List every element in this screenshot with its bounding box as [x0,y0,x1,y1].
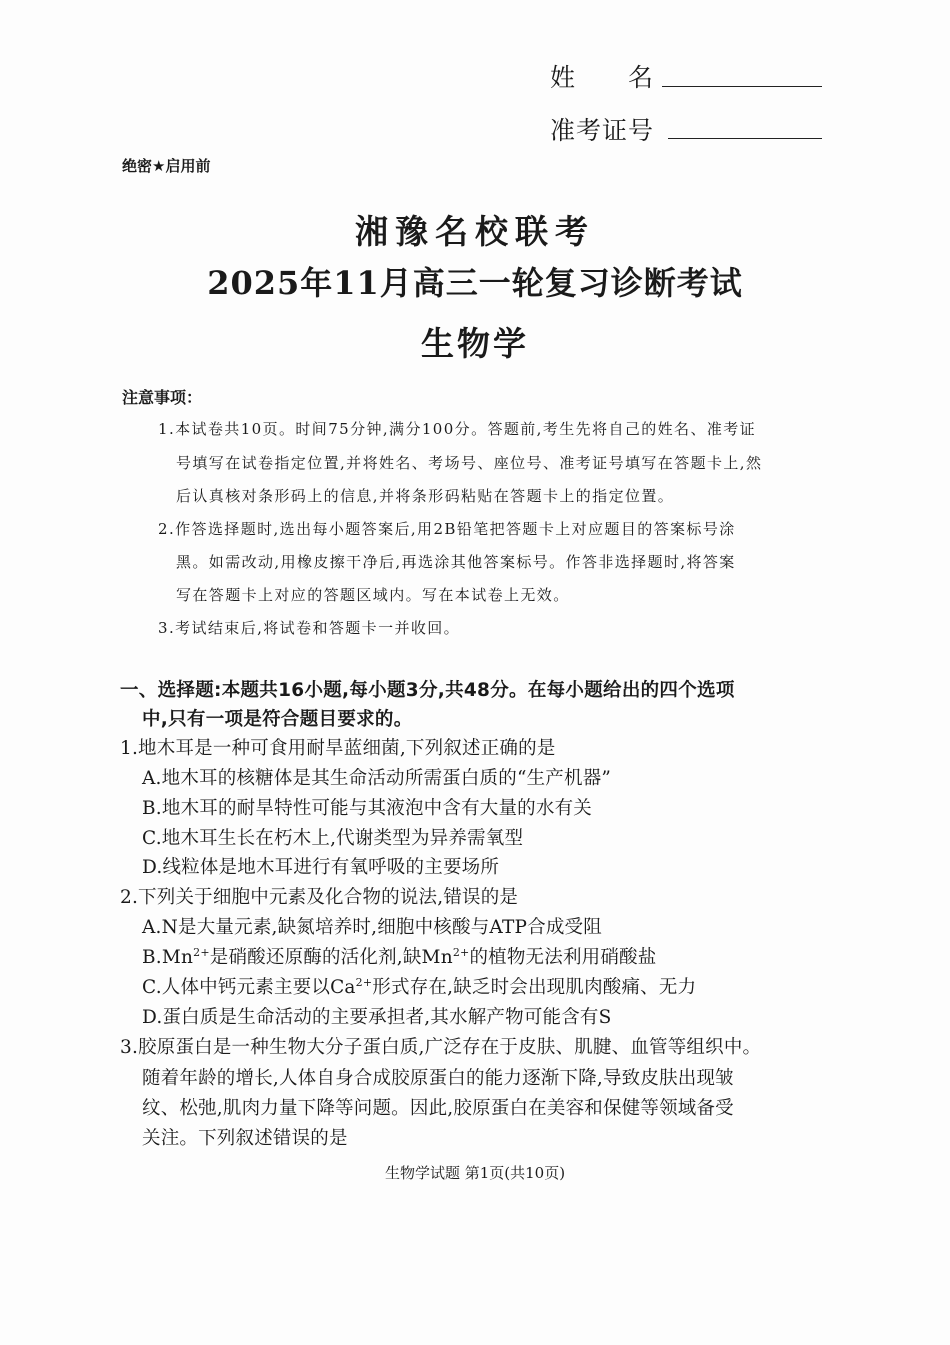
question-2-option-b: $B.Mn^{2+}$是硝酸还原酶的活化剂,缺$Mn^{2+}$的植物无法利用硝酸盐 [142,945,657,968]
section-heading-cont: 中,只有一项是符合题目要求的。 [142,709,413,730]
notice-line: 2.作答选择题时,选出每小题答案后,用2B铅笔把答题卡上对应题目的答案标号涂 [158,520,736,538]
question-1-option-b: B.地木耳的耐旱特性可能与其液泡中含有大量的水有关 [142,798,592,819]
question-1-option-a: A.地木耳的核糖体是其生命活动所需蛋白质的“生产机器” [142,768,612,789]
name-field-line[interactable] [662,86,822,87]
exam-organizer-title: 湘豫名校联考 [355,212,595,251]
notice-heading: 注意事项： [122,388,203,407]
question-3-stem-line: 关注。下列叙述错误的是 [142,1128,348,1149]
question-3-stem-line: 随着年龄的增长,人体自身合成胶原蛋白的能力逐渐下降,导致皮肤出现皱 [142,1068,734,1089]
page-footer: 生物学试题 第1页(共10页) [384,1164,566,1182]
question-2-stem: 2.下列关于细胞中元素及化合物的说法,错误的是 [120,887,519,908]
exam-id-field-line[interactable] [668,138,822,139]
notice-line: 号填写在试卷指定位置,并将姓名、考场号、座位号、准考证号填写在答题卡上,然 [176,454,763,472]
question-2-option-a: A.N是大量元素,缺氮培养时,细胞中核酸与ATP合成受阻 [142,917,602,938]
question-3-stem-line: 纹、松弛,肌肉力量下降等问题。因此,胶原蛋白在美容和保健等领域备受 [142,1098,734,1119]
question-2-option-d: D.蛋白质是生命活动的主要承担者,其水解产物可能含有S [142,1007,612,1028]
section-heading: 一、选择题:本题共16小题,每小题3分,共48分。在每小题给出的四个选项 [120,680,735,701]
subject-title: 生物学 [421,324,529,363]
question-1-stem: 1.地木耳是一种可食用耐旱蓝细菌,下列叙述正确的是 [120,738,556,759]
notice-line: 写在答题卡上对应的答题区域内。写在本试卷上无效。 [176,586,570,604]
notice-line: 后认真核对条形码上的信息,并将条形码粘贴在答题卡上的指定位置。 [176,487,675,505]
name-label: 姓 名 [550,63,655,92]
confidential-mark: 绝密★启用前 [122,157,211,175]
question-1-option-c: C.地木耳生长在朽木上,代谢类型为异养需氧型 [142,828,524,849]
question-3-stem-line: 3.胶原蛋白是一种生物大分子蛋白质,广泛存在于皮肤、肌腱、血管等组织中。 [120,1037,762,1058]
exam-id-label: 准考证号 [550,116,655,145]
question-1-option-d: D.线粒体是地木耳进行有氧呼吸的主要场所 [142,857,500,878]
question-2-option-c: C.人体中钙元素主要以$Ca^{2+}$形式存在,缺乏时会出现肌肉酸痛、无力 [142,975,697,998]
notice-line: 黑。如需改动,用橡皮擦干净后,再选涂其他答案标号。作答非选择题时,将答案 [176,553,736,571]
notice-line: 3.考试结束后,将试卷和答题卡一并收回。 [158,619,461,637]
notice-line: 1.本试卷共10页。时间75分钟,满分100分。答题前,考生先将自己的姓名、准考证 [158,420,757,438]
exam-name-title: 2025年11月高三一轮复习诊断考试 [207,264,743,302]
